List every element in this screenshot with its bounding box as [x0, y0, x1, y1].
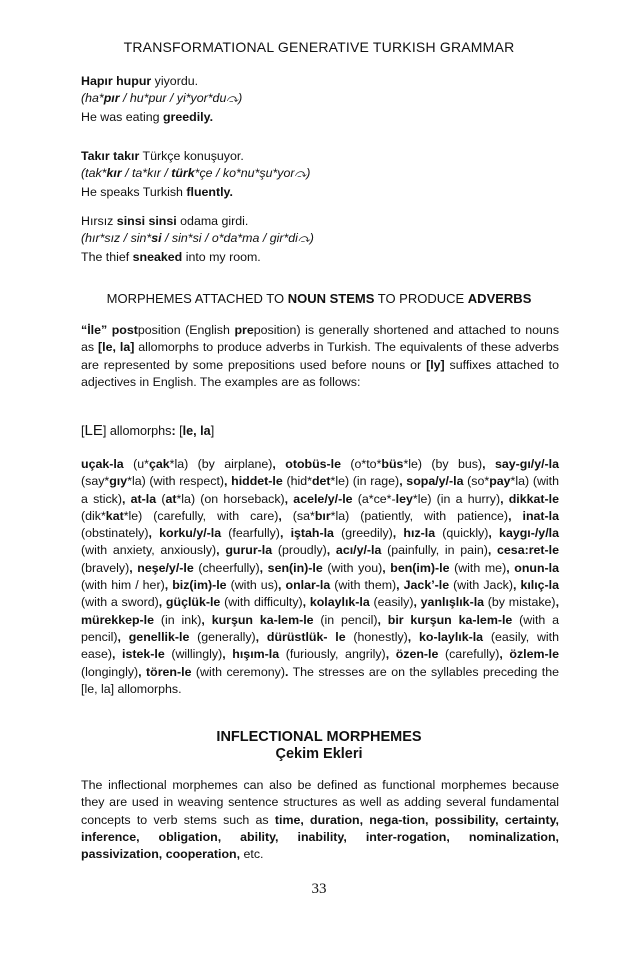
text-run: (with us) [226, 578, 279, 593]
bold-run: bır [314, 508, 331, 523]
text-run: (easily, with ease) [81, 629, 559, 662]
text-run: Hırsız [81, 214, 117, 228]
example-syllables [81, 165, 559, 183]
text-run: (willingly) [164, 647, 223, 662]
text-run: (by mistake) [484, 595, 556, 610]
bold-run: , güçlük-le [158, 595, 221, 610]
text-run: The thief [81, 249, 133, 264]
bold-run: NOUN STEMS [287, 291, 375, 306]
bold-run: , ben(im)-le [382, 560, 450, 575]
text-run: (with him / her) [81, 578, 165, 593]
bold-run: . [284, 664, 289, 679]
text-run: [ [81, 424, 85, 438]
text-run: (generally) [189, 629, 256, 644]
bold-run: , inat-la [508, 508, 559, 523]
bold-run: , ko-laylık-la [407, 629, 484, 644]
bold-run: ADVERBS [467, 291, 532, 306]
intonation-arc-icon: ⤼ [226, 93, 239, 106]
text-run: (longingly) [81, 664, 139, 679]
text-run: (in ink) [154, 612, 202, 627]
bold-run: büs [381, 457, 404, 471]
text-run: The inflectional morphemes can also be defined as functional morphemes because they are used in weaving sentence structures as well as adding several fundamental concepts to verb stems such as [81, 778, 559, 827]
bold-run: , hiddet-le [224, 474, 283, 489]
text-run: ( [156, 491, 166, 506]
bold-run: det [311, 474, 331, 489]
example-turkish [81, 148, 559, 165]
example-2 [81, 148, 559, 201]
bold-run: , bir kurşun ka-lem-le [377, 612, 513, 627]
text-run: (sa* [292, 508, 315, 523]
text-run: *la) (patiently, with patience) [330, 508, 509, 523]
text-run: position (English [137, 323, 235, 337]
bold-run: , acele/y/-le [284, 491, 353, 506]
text-run: (with Jack) [449, 578, 513, 593]
bold-run: gıy [109, 474, 128, 489]
text-run: Türkçe konuşuyor. [139, 149, 244, 163]
text-run: (say* [81, 474, 110, 489]
bold-run: si [151, 231, 162, 246]
text-run: (with a pencil) [81, 612, 560, 644]
bold-run: , at-la [122, 491, 157, 506]
bold-run: , say-gı/y/-la [482, 457, 560, 471]
bold-run: , iştah-la [279, 526, 334, 541]
text-run: (with ceremony) [191, 664, 285, 679]
text-run: (dik* [81, 508, 106, 523]
bold-run: , yanlışlık-la [413, 595, 485, 610]
example-english [81, 109, 559, 126]
bold-run: , hız-la [392, 526, 436, 541]
inflectional-paragraph [81, 777, 559, 863]
bold-run: çak [148, 457, 170, 471]
text-run: odama girdi. [176, 214, 249, 228]
text-run: (cheerfully) [193, 560, 260, 575]
bold-run: , [278, 508, 293, 523]
bold-run: fluently. [186, 184, 233, 199]
bold-run: , istek-le [112, 647, 165, 662]
text-run: into my room. [182, 249, 261, 264]
bold-run: , kurşun ka-lem-le [201, 612, 314, 627]
text-run: LE [84, 422, 103, 439]
text-run: (o*to* [341, 457, 382, 471]
text-run: (painfully, in pain) [381, 543, 488, 558]
text-run: *çe / ko*nu*şu*yor [194, 166, 295, 181]
text-run: *la) (by airplane) [169, 457, 273, 471]
text-run: (quickly) [435, 526, 489, 541]
bold-run: time, duration, nega-tion, possibility, certainty, inference, obligation, ability, inability, inter-rogation, nominalization, passivization, cooperation, [81, 812, 559, 862]
bold-run: greedily. [162, 109, 214, 124]
text-run: *le) (carefully, with care) [123, 508, 279, 523]
bold-run: “İle” post [81, 323, 138, 337]
text-run: TO PRODUCE [374, 291, 468, 306]
text-run: (honestly) [345, 629, 408, 644]
example-english [81, 184, 559, 201]
text-run: *le) (in a hurry) [412, 491, 501, 506]
text-run: (hır*sız / sin* [81, 231, 152, 246]
text-run: (with difficulty) [220, 595, 303, 610]
text-run: (tak* [81, 166, 107, 181]
bold-run: , korku/y/-la [148, 526, 222, 541]
running-header: TRANSFORMATIONAL GENERATIVE TURKISH GRAMMAR [123, 39, 515, 55]
bold-run: , cesa:ret-le [487, 543, 560, 558]
inflectional-heading: INFLECTIONAL MORPHEMES [216, 729, 422, 745]
section-title [0, 290, 638, 307]
example-syllables [81, 90, 559, 108]
example-turkish [81, 73, 559, 90]
bold-run: , kılıç-la [512, 578, 560, 593]
text-run: position) is generally shortened and attached to nouns as [81, 323, 560, 355]
text-run: / sin*si / o*da*ma / gir*di [161, 231, 298, 246]
text-run: allomorphs to produce adverbs in Turkish. The equivalents of these adverbs are represented by some prepositions used before nouns or [81, 340, 560, 372]
bold-run: , onun-la [506, 560, 559, 575]
example-syllables [81, 230, 559, 248]
bold-run: , kolaylık-la [302, 595, 370, 610]
bold-run: , dürüstlük- le [255, 629, 346, 644]
bold-run: ley [395, 491, 413, 506]
bold-run: [le, la] [98, 340, 135, 355]
bold-run: Takır takır [81, 149, 140, 163]
text-run: (obstinately) [81, 526, 149, 541]
bold-run: at [165, 491, 177, 506]
text-run: The stresses are on the syllables preceding the [le, la] allomorphs. [81, 664, 559, 696]
text-run: suffixes attached to adjectives in English. The examples are as follows: [81, 357, 559, 389]
text-run: He was eating [81, 109, 163, 124]
bold-run: , biz(im)-le [164, 578, 227, 593]
text-run: (easily) [369, 595, 414, 610]
bold-run: , otobüs-le [272, 457, 342, 471]
text-run: (ha* [81, 91, 104, 106]
bold-run: , neşe/y/-le [129, 560, 194, 575]
bold-run: , sopa/y/-la [399, 474, 464, 489]
text-run: He speaks Turkish [81, 184, 187, 199]
adverb-examples-paragraph [81, 456, 559, 698]
bold-run: pre [234, 323, 254, 337]
text-run: yiyordu. [151, 74, 199, 88]
bold-run: le, la [182, 424, 211, 438]
bold-run: , sen(in)-le [259, 560, 323, 575]
text-run: (with a sword) [81, 595, 159, 610]
example-3 [81, 213, 559, 266]
adverb-examples-text [81, 456, 559, 698]
bold-run: , acı/y/-la [326, 543, 382, 558]
text-run: [ [175, 424, 183, 438]
bold-run: Hapır hupur [81, 74, 152, 88]
text-run: (with me) [449, 560, 507, 575]
example-turkish [81, 213, 559, 230]
intro-paragraph-text [81, 322, 559, 391]
example-1 [81, 73, 559, 126]
text-run: ] allomorphs [102, 424, 172, 438]
text-run: *la) (with respect) [127, 474, 225, 489]
bold-run: sneaked [132, 249, 183, 264]
bold-run: , özen-le [385, 647, 439, 662]
bold-run: sinsi sinsi [116, 214, 177, 228]
bold-run: , onlar-la [278, 578, 331, 593]
text-run: (a*ce*- [352, 491, 396, 506]
inflectional-paragraph-text [81, 777, 559, 863]
bold-run: , kaygı-/y/la [488, 526, 559, 541]
bold-run: , özlem-le [499, 647, 559, 662]
text-run: *le) (in rage) [330, 474, 400, 489]
text-run: / ta*kır / [121, 166, 172, 181]
intonation-arc-icon: ⤼ [294, 168, 307, 181]
bold-run: , dikkat-le [500, 491, 559, 506]
text-run: (greedily) [333, 526, 393, 541]
text-run: etc. [240, 847, 264, 862]
inflectional-subheading: Çekim Ekleri [275, 746, 363, 762]
bold-run: kır [106, 166, 122, 181]
example-english [81, 249, 559, 266]
bold-run: , genellik-le [117, 629, 190, 644]
text-run: *le) (by bus) [403, 457, 483, 471]
text-run: (in pencil) [313, 612, 378, 627]
text-run: ) [306, 166, 311, 181]
text-run: (bravely) [81, 560, 130, 575]
text-run: (fearfully) [221, 526, 280, 541]
intro-paragraph [81, 322, 559, 391]
text-run: (with you) [322, 560, 383, 575]
text-run: (with anxiety, anxiously) [81, 543, 217, 558]
bold-run: , tören-le [138, 664, 192, 679]
intonation-arc-icon: ⤼ [297, 233, 310, 246]
bold-run: , mürekkep-le [81, 595, 560, 627]
bold-run: [ly] [426, 357, 445, 372]
text-run: (hid* [282, 474, 312, 489]
text-run: MORPHEMES ATTACHED TO [106, 291, 288, 306]
text-run: (with them) [330, 578, 397, 593]
text-run: / hu*pur / yi*yor*du [119, 91, 227, 106]
bold-run: pay [489, 474, 511, 489]
page-number: 33 [311, 881, 327, 897]
bold-run: , Jack’-le [396, 578, 450, 593]
bold-run: , hışım-la [222, 647, 280, 662]
text-run: (u* [123, 457, 149, 471]
bold-run: , gurur-la [216, 543, 273, 558]
text-run: (proudly) [272, 543, 327, 558]
bold-run: kat [105, 508, 124, 523]
text-run: ) [309, 231, 314, 246]
bold-run: : [171, 424, 176, 438]
text-run: *la) (on horseback) [176, 491, 285, 506]
text-run: *la) (with a stick) [81, 474, 559, 506]
text-run: (carefully) [438, 647, 500, 662]
text-run: ) [238, 91, 243, 106]
text-run: (so* [463, 474, 490, 489]
bold-run: pır [103, 91, 120, 106]
allomorph-heading [81, 422, 559, 440]
text-run: ] [210, 424, 215, 438]
bold-run: uçak-la [81, 457, 124, 471]
text-run: (furiously, angrily) [279, 647, 386, 662]
bold-run: türk [171, 166, 195, 181]
